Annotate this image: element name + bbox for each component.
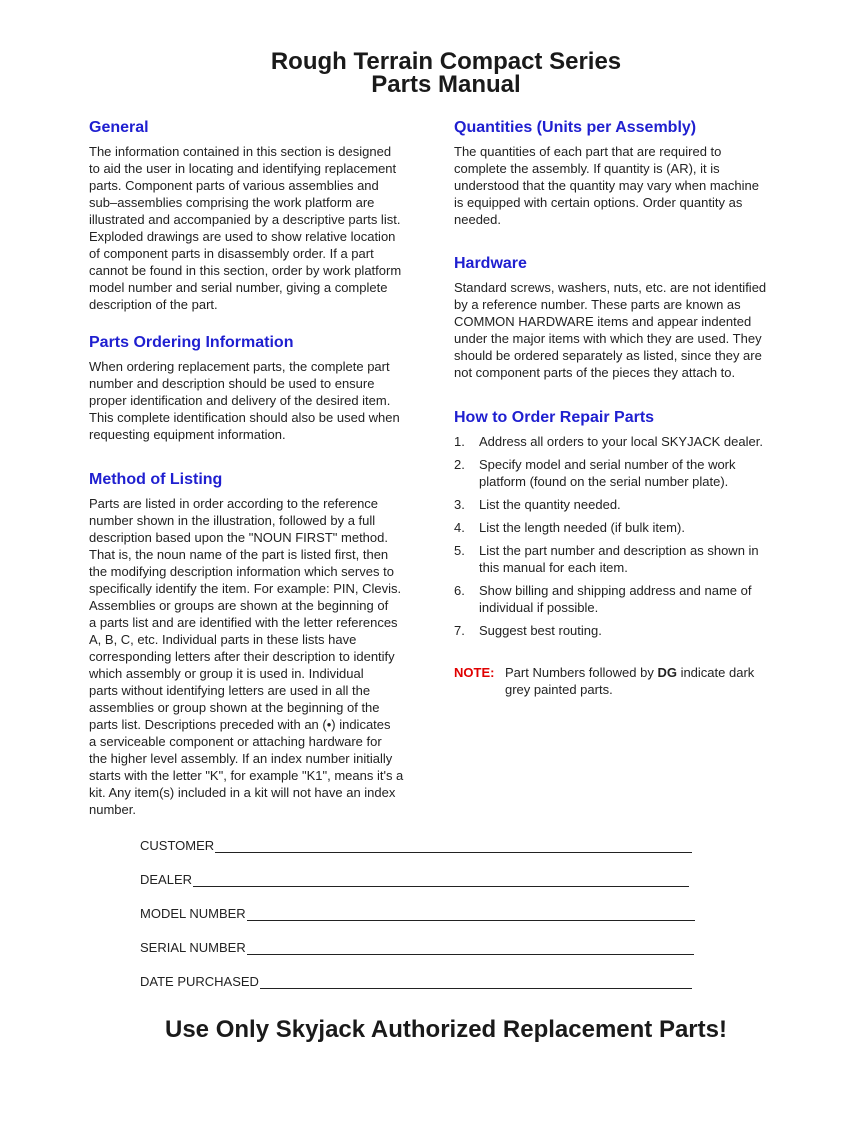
list-item [454,519,804,536]
note-label: NOTE: [454,665,495,680]
date-purchased-label: DATE PURCHASED [140,974,259,989]
date-purchased-line[interactable] [260,975,692,989]
list-number: 6. [454,583,465,598]
text-line: model number and serial number, giving a complete [89,280,388,295]
text-line: Suggest best routing. [479,623,602,638]
section-heading: How to Order Repair Parts [454,409,655,426]
title-line-2: Parts Manual [371,71,521,98]
title-line-1: Rough Terrain Compact Series [270,48,622,75]
text-line: List the part number and description as shown in [479,543,759,558]
section-how-to-order [454,409,804,645]
text-line: That is, the noun name of the part is listed first, then [89,547,389,562]
text-line: proper identification and delivery of the desired item. [89,393,391,408]
section-quantities [454,119,804,228]
note-text-3: grey painted parts. [505,682,613,697]
text-line: requesting equipment information. [89,427,286,442]
text-line: Specify model and serial number of the work [479,457,736,472]
note-dg: DG [657,665,677,680]
serial-number-label: SERIAL NUMBER [140,940,246,955]
text-line: assemblies or group shown at the beginning of the [89,700,380,715]
list-number: 7. [454,623,465,638]
text-line: sub–assemblies comprising the work platform are [89,195,375,210]
text-line: this manual for each item. [479,560,628,575]
section-method-of-listing [89,471,439,818]
list-item [454,622,804,639]
text-line: When ordering replacement parts, the complete part [89,359,390,374]
text-line: Parts are listed in order according to the reference [89,496,379,511]
text-line: Assemblies or groups are shown at the beginning of [89,598,389,613]
text-line: number shown in the illustration, followed by a full [89,513,376,528]
text-line: under the major items with which they are used. They [454,331,762,346]
text-line: a parts list and are identified with the letter references [89,615,398,630]
text-line: the higher level assembly. If an index number initially [89,751,393,766]
text-line: The information contained in this section is designed [89,144,392,159]
text-line: A, B, C, etc. Individual parts in these lists have [89,632,357,647]
text-line: COMMON HARDWARE items and appear indented [454,314,752,329]
text-line: List the quantity needed. [479,497,621,512]
text-line: parts list. Descriptions preceded with an (•) indicates [89,717,391,732]
section-heading: General [89,119,149,136]
text-line: a serviceable component or attaching hardware for [89,734,382,749]
serial-number-line[interactable] [247,941,694,955]
text-line: number. [89,802,136,817]
list-item [454,582,804,616]
list-number: 1. [454,434,465,449]
text-line: platform (found on the serial number plate). [479,474,729,489]
text-line: specifically identify the item. For example: PIN, Clevis. [89,581,402,596]
text-line: is equipped with certain options. Order quantity as [454,195,743,210]
serial-number-field[interactable] [140,940,694,955]
note [454,664,754,698]
text-line: The quantities of each part that are required to [454,144,722,159]
text-line: complete the assembly. If quantity is (AR), it is [454,161,720,176]
note-text: Part Numbers followed by [505,665,658,680]
text-line: description of the part. [89,297,218,312]
section-parts-ordering [89,334,439,443]
text-line: cannot be found in this section, order by work platform [89,263,402,278]
customer-label: CUSTOMER [140,838,215,853]
text-line: parts without identifying letters are used in all the [89,683,371,698]
text-line: needed. [454,212,501,227]
text-line: Exploded drawings are used to show relative location [89,229,396,244]
customer-field[interactable] [140,838,692,853]
dealer-label: DEALER [140,872,193,887]
text-line: Show billing and shipping address and name of [479,583,752,598]
list-item [454,542,804,576]
dealer-line[interactable] [193,873,689,887]
list-item [454,496,804,513]
list-number: 3. [454,497,465,512]
text-line: kit. Any item(s) included in a kit will not have an index [89,785,396,800]
text-line: not component parts of the pieces they attach to. [454,365,736,380]
text-line: corresponding letters after their description to identify [89,649,395,664]
section-heading: Hardware [454,255,527,272]
footer-slogan: Use Only Skyjack Authorized Replacement Parts! [165,1016,727,1043]
model-number-line[interactable] [247,907,695,921]
list-number: 5. [454,543,465,558]
note-text-2: indicate dark [676,665,755,680]
section-heading: Parts Ordering Information [89,334,294,351]
section-heading: Quantities (Units per Assembly) [454,119,697,136]
text-line: List the length needed (if bulk item). [479,520,685,535]
text-line: parts. Component parts of various assemblies and [89,178,379,193]
text-line: starts with the letter "K", for example "K1", means it's a [89,768,404,783]
text-line: the modifying description information which serves to [89,564,394,579]
text-line: to aid the user in locating and identifying replacement [89,161,397,176]
text-line: This complete identification should also be used when [89,410,400,425]
text-line: Address all orders to your local SKYJACK dealer. [479,434,763,449]
list-number: 4. [454,520,465,535]
section-heading: Method of Listing [89,471,223,488]
text-line: understood that the quantity may vary when machine [454,178,759,193]
section-hardware [454,255,804,381]
model-number-field[interactable] [140,906,695,921]
text-line: individual if possible. [479,600,599,615]
list-number: 2. [454,457,465,472]
text-line: should be ordered separately as listed, since they are [454,348,762,363]
list-item [454,433,804,450]
text-line: of component parts in disassembly order. If a part [89,246,374,261]
date-purchased-field[interactable] [140,974,692,989]
dealer-field[interactable] [140,872,689,887]
text-line: description based upon the "NOUN FIRST" method. [89,530,388,545]
text-line: number and description should be used to ensure [89,376,375,391]
section-general [89,119,439,313]
text-line: by a reference number. These parts are known as [454,297,741,312]
text-line: illustrated and accompanied by a descriptive parts list. [89,212,401,227]
text-line: Standard screws, washers, nuts, etc. are not identified [454,280,767,295]
text-line: which assembly or group it is used in. Individual [89,666,364,681]
model-number-label: MODEL NUMBER [140,906,246,921]
list-item [454,456,804,490]
customer-line[interactable] [215,839,692,853]
